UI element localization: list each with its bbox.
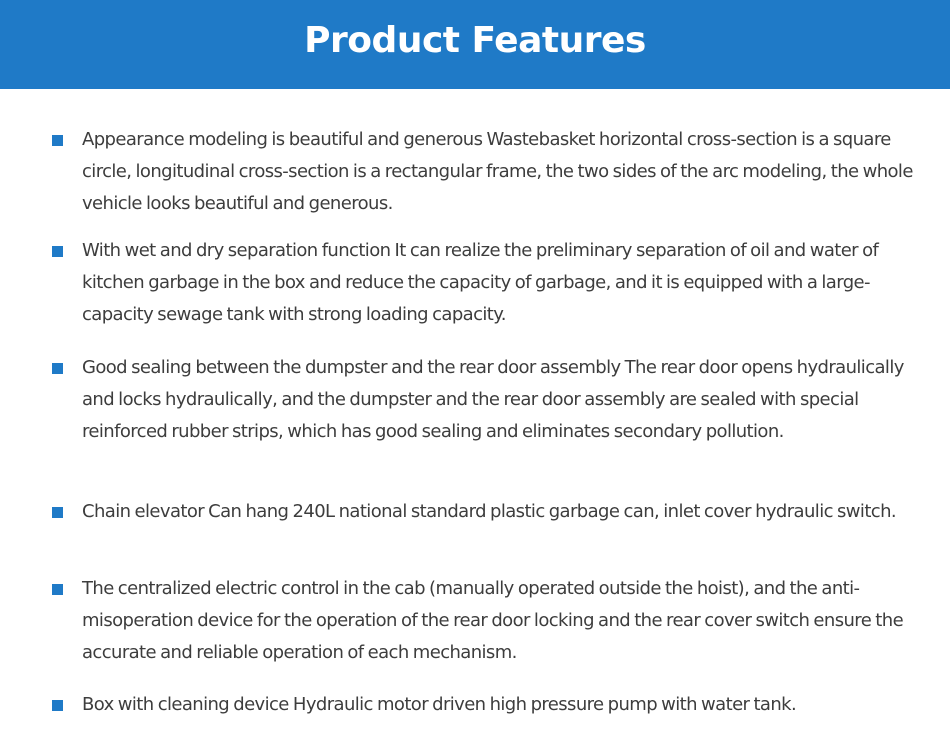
square-bullet-icon [52,584,63,595]
page-title: Product Features [304,20,646,61]
square-bullet-icon [52,246,63,257]
feature-text: Good sealing between the dumpster and the rear door assembly The rear door opens hydraulically and locks hydraulically, and the dumpster and the rear door assembly are sealed with special reinforced rubber strips, which has good sealing and eliminates secondary pollution. [82,357,904,442]
square-bullet-icon [52,700,63,711]
feature-text: Box with cleaning device Hydraulic motor driven high pressure pump with water tank. [82,694,797,715]
feature-text: With wet and dry separation function It can realize the preliminary separation of oil and water of kitchen garbage in the box and reduce the capacity of garbage, and it is equipped with a large-capacity sewage tank with strong loading capacity. [82,240,879,325]
feature-text: Chain elevator Can hang 240L national standard plastic garbage can, inlet cover hydraulic switch. [82,501,897,522]
feature-text: The centralized electric control in the cab (manually operated outside the hoist), and the anti-misoperation device for the operation of the rear door locking and the rear cover switch ensure the accurate and reliable operation of each mechanism. [82,578,904,663]
square-bullet-icon [52,363,63,374]
square-bullet-icon [52,135,63,146]
feature-text: Appearance modeling is beautiful and generous Wastebasket horizontal cross-section is a square circle, longitudinal cross-section is a rectangular frame, the two sides of the arc modeling, the whole vehicle looks beautiful and generous. [82,129,913,214]
square-bullet-icon [52,507,63,518]
